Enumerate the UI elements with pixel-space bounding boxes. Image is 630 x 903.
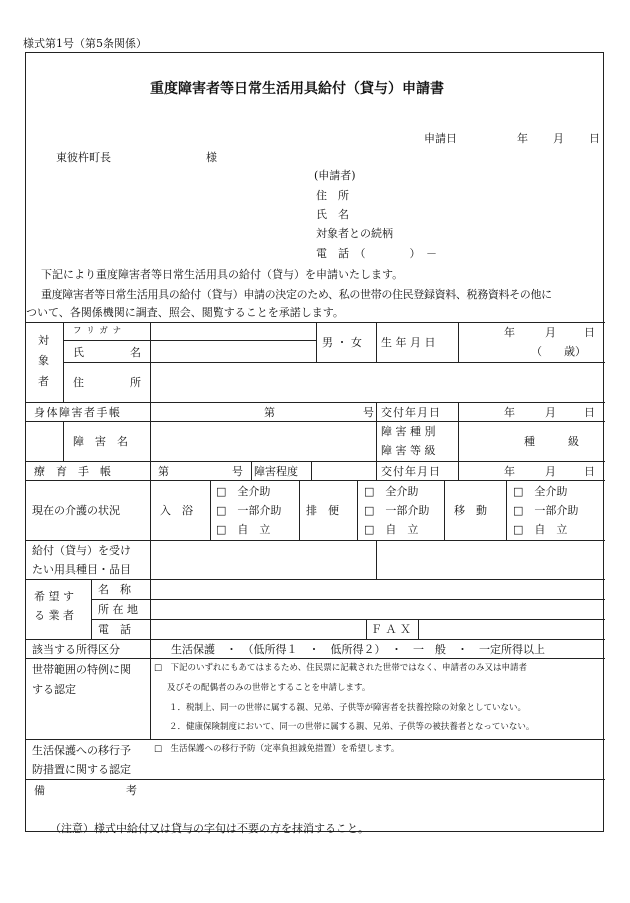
birth-month: 月 [545, 326, 556, 339]
care-status-label: 現在の介護の状況 [32, 504, 120, 517]
grid-line-vertical [366, 619, 367, 639]
grid-line-vertical [458, 402, 459, 480]
vendor-name-label: 名 称 [98, 583, 131, 596]
birth-day: 日 [584, 326, 595, 339]
special-text-1: □ 下記のいずれにもあてはまるため、住民票に記載された世帯ではなく、申請者のみ又は申請者 [154, 663, 528, 673]
applicant-header: (申請者) [314, 169, 356, 182]
subject-label-1: 対 [38, 334, 49, 347]
bath-partial-assist: □ 一部介助 [216, 504, 282, 517]
grid-line-horizontal [26, 461, 605, 462]
vendor-label-2: る 業 者 [34, 609, 74, 622]
applicant-address-label: 住 所 [316, 189, 349, 202]
disability-level-label: 障害程度 [254, 465, 298, 478]
grid-line-horizontal [26, 739, 605, 740]
grid-line-horizontal [26, 579, 605, 580]
grid-line-horizontal [26, 402, 605, 403]
disability-book-number: 第 号 [264, 406, 374, 419]
ryoiku-issue-date-label: 交付年月日 [381, 465, 441, 478]
issue-month: 月 [545, 406, 556, 419]
grid-line-horizontal [91, 599, 605, 600]
statement-2a: 重度障害者等日常生活用具の給付（貸与）申請の決定のため、私の世帯の住民登録資料、税務資料その他に [41, 288, 552, 301]
disability-type-label: 障 害 種 別 [381, 425, 436, 438]
special-text-2: 及びその配偶者のみの世帯とすることを申請します。 [167, 683, 371, 693]
application-date-label: 申請日 [424, 132, 457, 145]
bath-label: 入 浴 [160, 504, 193, 517]
issue-day: 日 [584, 406, 595, 419]
grid-line-vertical [376, 402, 377, 480]
move-independent: □ 自 立 [513, 523, 568, 536]
age-label: （ 歳） [531, 345, 586, 358]
vendor-location-label: 所 在 地 [98, 603, 138, 616]
subject-label-2: 象 [38, 354, 49, 367]
birth-year: 年 [504, 326, 515, 339]
disability-grade-value: 種 級 [524, 435, 579, 448]
subject-label-3: 者 [38, 375, 49, 388]
special-label-1: 世帯範囲の特例に関 [32, 663, 131, 676]
grid-line-horizontal [26, 480, 605, 481]
toilet-partial-assist: □ 一部介助 [364, 504, 430, 517]
statement-2b: ついて、各関係機関に調査、照会、閲覧することを承諾します。 [26, 306, 344, 319]
remarks-label-2: 考 [126, 784, 137, 797]
disability-grade-label: 障 害 等 級 [381, 444, 436, 457]
grid-line-vertical [444, 480, 445, 540]
toilet-independent: □ 自 立 [364, 523, 419, 536]
grid-line-vertical [418, 619, 419, 639]
toilet-full-assist: □ 全介助 [364, 485, 419, 498]
grid-line-vertical [63, 322, 64, 402]
disability-book-label: 身体障害者手帳 [34, 406, 122, 419]
bath-full-assist: □ 全介助 [216, 485, 271, 498]
grid-line-horizontal [26, 658, 605, 659]
move-label: 移 動 [454, 504, 487, 517]
ryoiku-issue-year: 年 [504, 465, 515, 478]
grid-line-horizontal [26, 639, 605, 640]
grid-line-vertical [251, 461, 252, 480]
furigana-label: フ リ ガ ナ [73, 326, 123, 336]
issue-year: 年 [504, 406, 515, 419]
vendor-phone-label: 電 話 [98, 623, 131, 636]
date-day: 日 [589, 132, 600, 145]
date-month: 月 [553, 132, 564, 145]
grid-line-horizontal [26, 540, 605, 541]
item-label-1: 給付（貸与）を受け [32, 544, 131, 557]
grid-line-horizontal [63, 340, 316, 341]
welfare-label-2: 防措置に関する認定 [32, 763, 131, 776]
ryoiku-book-label: 療 育 手 帳 [34, 465, 111, 478]
grid-line-vertical [63, 421, 64, 461]
grid-line-vertical [506, 480, 507, 540]
subject-name-2: 名 [130, 346, 141, 359]
grid-line-horizontal [91, 619, 605, 620]
move-partial-assist: □ 一部介助 [513, 504, 579, 517]
special-text-3: １．税制上、同一の世帯に属する親、兄弟、子供等が障害者を扶養控除の対象としていない。 [169, 703, 527, 713]
grid-line-horizontal [63, 362, 605, 363]
grid-line-vertical [311, 461, 312, 480]
ryoiku-go: 号 [232, 465, 243, 478]
toilet-label: 排 便 [306, 504, 339, 517]
birthdate-label: 生 年 月 日 [381, 336, 436, 349]
special-label-2: する認定 [32, 683, 76, 696]
welfare-label-1: 生活保護への移行予 [32, 744, 131, 757]
statement-1: 下記により重度障害者等日常生活用具の給付（貸与）を申請いたします。 [41, 268, 404, 281]
grid-line-horizontal [26, 421, 605, 422]
income-values: 生活保護 ・ （低所得１ ・ 低所得２） ・ 一 般 ・ 一定所得以上 [171, 643, 545, 656]
date-year: 年 [517, 132, 528, 145]
grid-line-vertical [316, 322, 317, 362]
grid-line-vertical [299, 480, 300, 540]
welfare-text: □ 生活保護への移行予防（定率負担減免措置）を希望します。 [154, 744, 400, 754]
subject-name-1: 氏 [73, 346, 84, 359]
grid-line-vertical [357, 480, 358, 540]
move-full-assist: □ 全介助 [513, 485, 568, 498]
grid-line-vertical [458, 322, 459, 362]
bath-independent: □ 自 立 [216, 523, 271, 536]
subject-address-2: 所 [130, 376, 141, 389]
ryoiku-issue-month: 月 [545, 465, 556, 478]
gender-choice: 男 ・ 女 [322, 336, 362, 349]
addressee: 東彼杵町長 [56, 151, 111, 164]
remarks-label-1: 備 [34, 784, 45, 797]
special-text-4: ２．健康保険制度において、同一の世帯に属する親、兄弟、子供等の被扶養者となっていない。 [169, 722, 535, 732]
footer-note: （注意）様式中給付又は貸与の字句は不要の方を抹消すること。 [50, 822, 369, 835]
subject-address-1: 住 [73, 376, 84, 389]
grid-line-vertical [376, 322, 377, 362]
disability-issue-date-label: 交付年月日 [381, 406, 441, 419]
income-label: 該当する所得区分 [32, 643, 120, 656]
fax-label: Ｆ Ａ Ｘ [371, 623, 411, 636]
disability-name-label: 障 害 名 [73, 435, 128, 448]
relation-label: 対象者との続柄 [316, 227, 393, 240]
vendor-label-1: 希 望 す [34, 590, 74, 603]
grid-line-vertical [91, 579, 92, 639]
honorific: 様 [206, 151, 217, 164]
phone-label: 電 話 （ ） － [316, 247, 437, 260]
grid-line-vertical [376, 540, 377, 579]
grid-line-horizontal [26, 779, 605, 780]
form-number: 様式第1号（第5条関係） [23, 37, 147, 50]
item-label-2: たい用具種目・品目 [32, 563, 131, 576]
form-frame [25, 52, 604, 832]
form-title: 重度障害者等日常生活用具給付（貸与）申請書 [150, 81, 444, 97]
ryoiku-dai: 第 [158, 465, 169, 478]
grid-line-vertical [210, 480, 211, 540]
ryoiku-issue-day: 日 [584, 465, 595, 478]
applicant-name-label: 氏 名 [316, 208, 349, 221]
grid-line-vertical [150, 322, 151, 739]
